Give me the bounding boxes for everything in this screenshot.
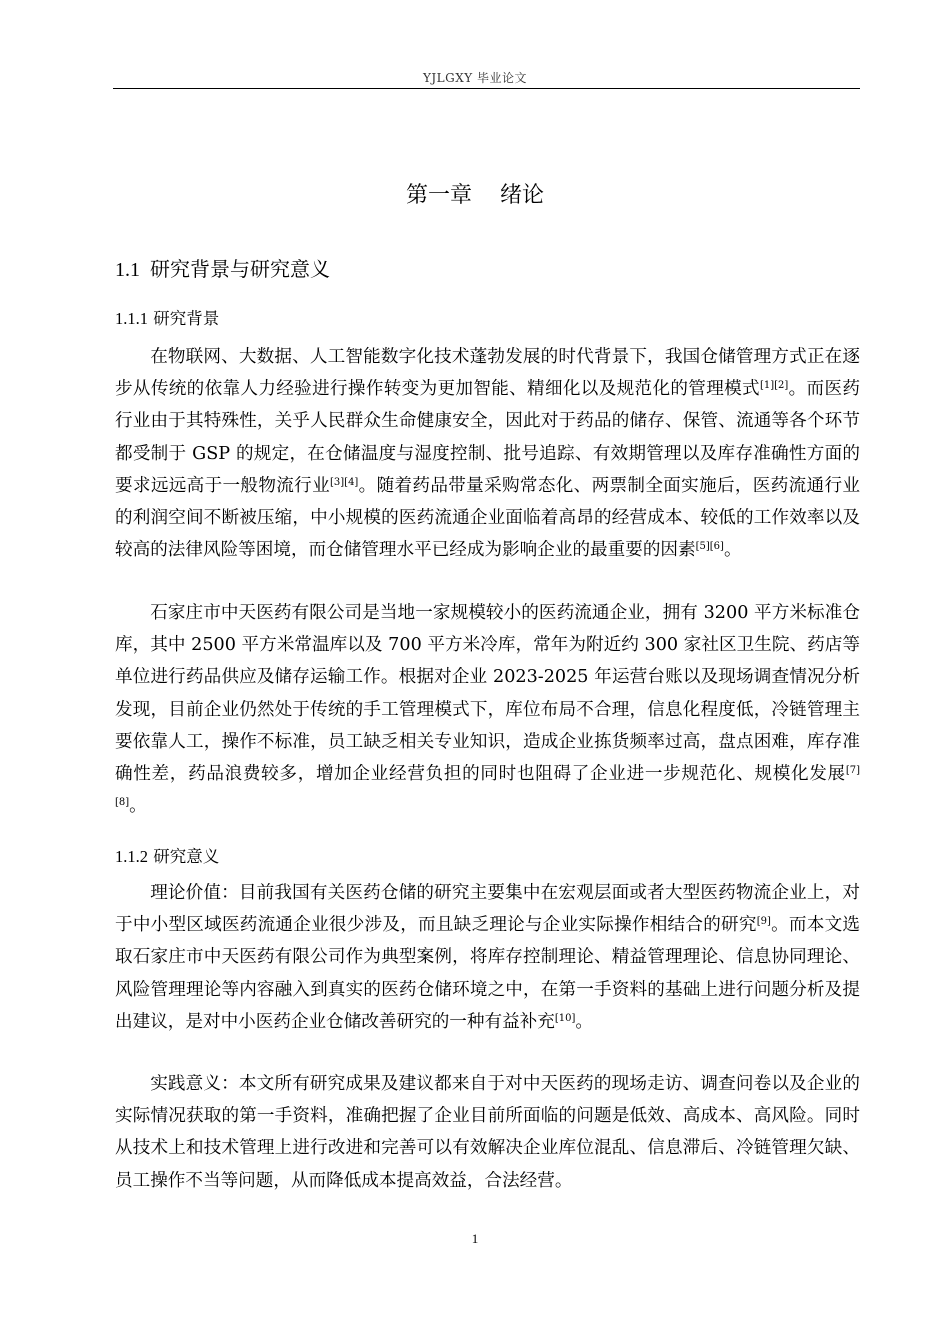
paragraph bbox=[115, 877, 860, 1038]
page-number: 1 bbox=[471, 1231, 479, 1246]
chapter-number: 第一章 bbox=[405, 183, 472, 208]
subsection-number: 1.1.2 bbox=[115, 847, 148, 866]
paragraph bbox=[115, 597, 860, 822]
paragraph-text: 实践意义：本文所有研究成果及建议都来自于对中天医药的现场走访、调查问卷以及企业的实际情况获取的第一手资料，准确把握了企业目前所面临的问题是低效、高成本、高风险。同时从技术上和技术管理上进行改进和完善可以有效解决企业库位混乱、信息滞后、冷链管理欠缺、员工操作不当等问题，从而降低成本提高效益，合法经营。 bbox=[115, 1074, 860, 1191]
citation: [9] bbox=[756, 916, 771, 928]
paragraph-text: 。 bbox=[129, 796, 147, 817]
chapter-title bbox=[0, 178, 950, 209]
section-heading bbox=[115, 253, 330, 282]
citation: [10] bbox=[554, 1012, 576, 1024]
section-title: 研究背景与研究意义 bbox=[150, 257, 330, 281]
paragraph-text: 。随着药品带量采购常态化、两票制全面实施后，医药流通行业的利润空间不断被压缩，中小规模的医药流通企业面临着高昂的经营成本、较低的工作效率以及较高的法律风险等困境，而仓储管理水平已经成为影响企业的最重要的因素 bbox=[115, 475, 860, 561]
paragraph-text: 。而本文选取石家庄市中天医药有限公司作为典型案例，将库存控制理论、精益管理理论、信息协同理论、风险管理理论等内容融入到真实的医药仓储环境之中，在第一手资料的基础上进行问题分析及提出建议，是对中小医药企业仓储改善研究的一种有益补充 bbox=[115, 915, 860, 1032]
paragraph-text: 。 bbox=[575, 1011, 593, 1032]
running-header: YJLGXY 毕业论文 bbox=[422, 71, 528, 85]
section-number: 1.1 bbox=[115, 259, 140, 281]
citation: [1][2] bbox=[759, 380, 789, 392]
citation: [5][6] bbox=[695, 541, 724, 553]
chapter-name: 绪论 bbox=[500, 183, 545, 208]
header-rule bbox=[113, 88, 860, 89]
subsection-title: 研究意义 bbox=[153, 847, 220, 866]
subsection-number: 1.1.1 bbox=[115, 309, 148, 328]
paragraph-text: 。 bbox=[723, 540, 742, 561]
subsection-heading bbox=[115, 305, 219, 329]
paragraph bbox=[115, 1068, 860, 1197]
citation: [3][4] bbox=[330, 476, 359, 488]
paragraph-text: 。而医药行业由于其特殊性，关乎人民群众生命健康安全，因此对于药品的储存、保管、流通等各个环节都受制于 GSP 的规定，在仓储温度与湿度控制、批号追踪、有效期管理以及库存准确性方面的要求远远高于一般物流行业 bbox=[115, 379, 860, 496]
citation: [7][8] bbox=[115, 765, 860, 809]
paragraph-text: 石家庄市中天医药有限公司是当地一家规模较小的医药流通企业，拥有 3200 平方米标准仓库，其中 2500 平方米常温库以及 700 平方米冷库，常年为附近约 300 家社区卫生院、药店等单位进行药品供应及储存运输工作。根据对企业 2023-2025 年运营台账以及现场调查情况分析发现，目前企业仍然处于传统的手工管理模式下，库位布局不合理，信息化程度低，冷链管理主要依靠人工，操作不标准，员工缺乏相关专业知识，造成企业拣货频率过高，盘点困难，库存准确性差，药品浪费较多，增加企业经营负担的同时也阻碍了企业进一步规范化、规模化发展 bbox=[115, 603, 860, 785]
subsection-title: 研究背景 bbox=[153, 309, 220, 328]
paragraph-text: 在物联网、大数据、人工智能数字化技术蓬勃发展的时代背景下，我国仓储管理方式正在逐步从传统的依靠人力经验进行操作转变为更加智能、精细化以及规范化的管理模式 bbox=[115, 347, 860, 400]
paragraph-text: 理论价值：目前我国有关医药仓储的研究主要集中在宏观层面或者大型医药物流企业上，对于中小型区域医药流通企业很少涉及，而且缺乏理论与企业实际操作相结合的研究 bbox=[115, 883, 860, 936]
paragraph bbox=[115, 341, 860, 566]
subsection-heading bbox=[115, 843, 219, 867]
